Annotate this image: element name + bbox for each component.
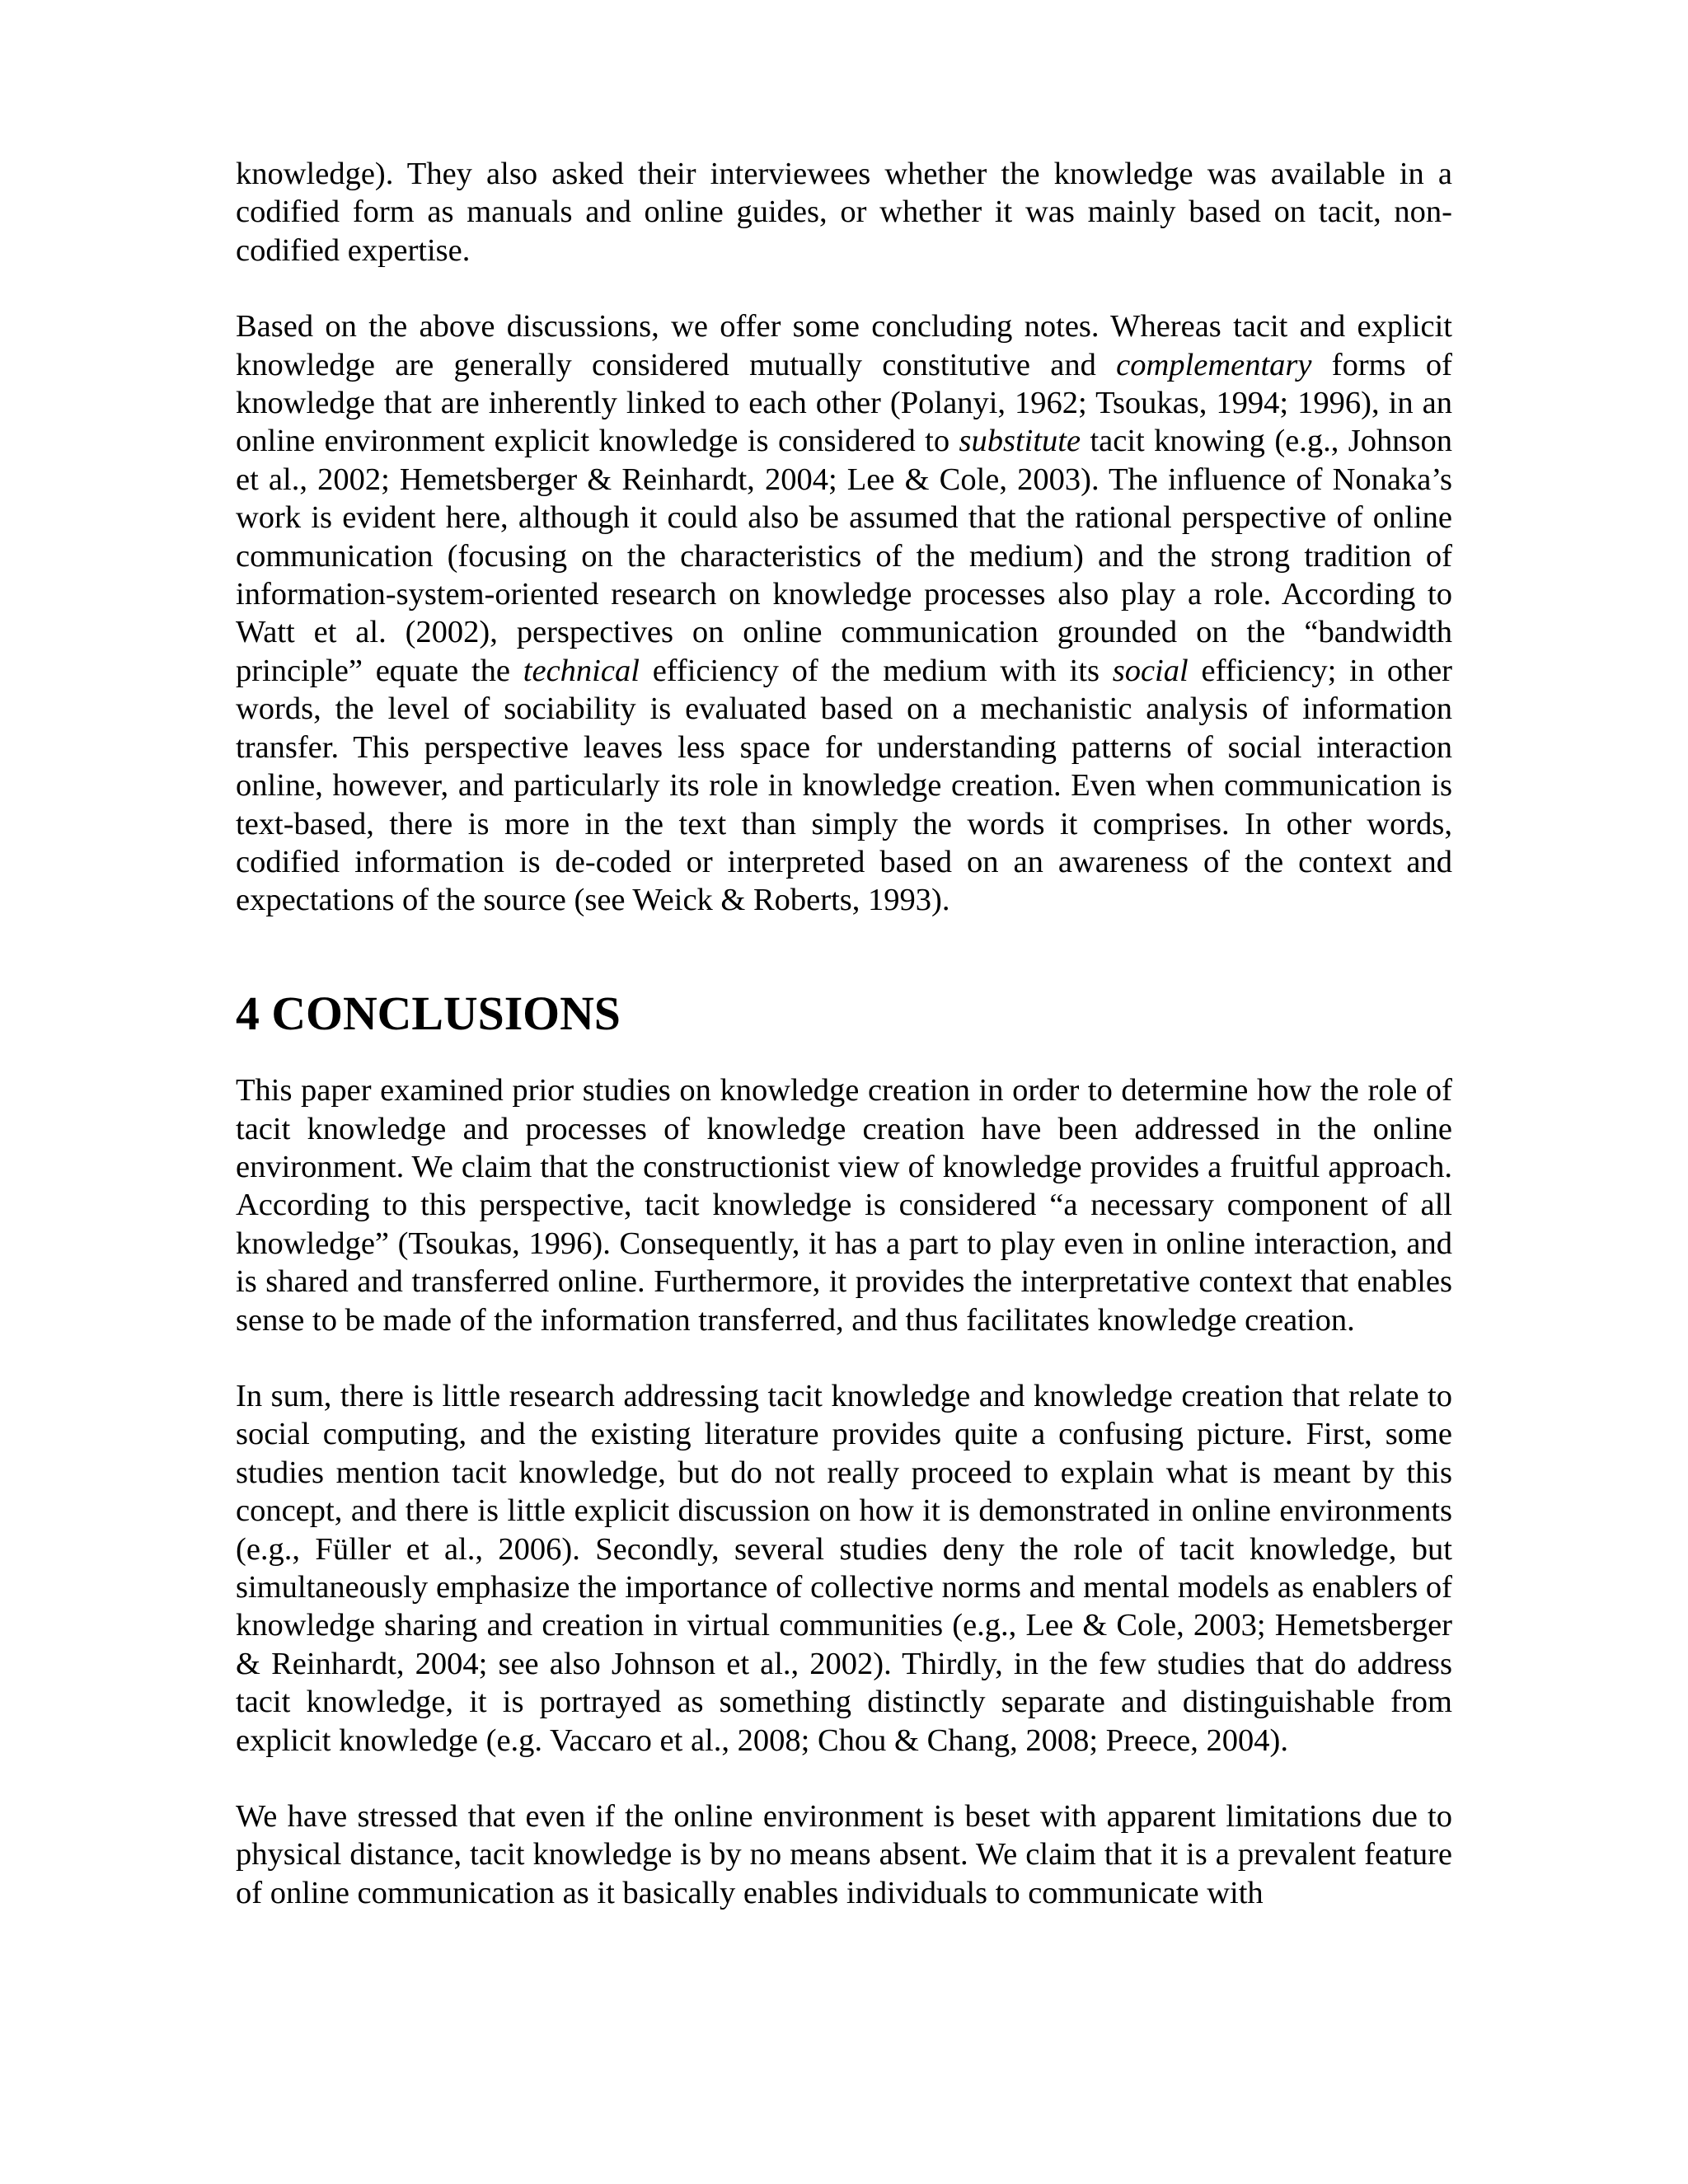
text-segment: efficiency of the medium with its: [639, 653, 1113, 688]
paragraph-interview-codified: knowledge). They also asked their interviewees whether the knowledge was available in a codified form as manuals and online guides, or whether it was mainly based on tacit, non-codified expertise.: [236, 157, 1452, 268]
text-segment: Based on the above discussions, we offer some concluding notes. Whereas tacit and explicit knowledge are generally considered mutually constitutive and: [236, 309, 1452, 382]
paragraph-gap: [236, 1339, 1452, 1377]
paragraph-paper-summary: This paper examined prior studies on knowledge creation in order to determine how the role of tacit knowledge and processes of knowledge creation have been addressed in the online environment. We claim that the constructionist view of knowledge provides a fruitful approach. According to this perspective, tacit knowledge is considered “a necessary component of all knowledge” (Tsoukas, 1996). Consequently, it has a part to play even in online interaction, and is shared and transferred online. Furthermore, it provides the interpretative context that enables sense to be made of the information transferred, and thus facilitates knowledge creation.: [236, 1073, 1452, 1338]
italic-term-social: social: [1112, 653, 1189, 688]
italic-term-complementary: complementary: [1116, 347, 1312, 382]
text-segment: forms of knowledge that are inherently linked to each other (Polanyi, 1962; Tsoukas, 1994; 1996), in an online environment explicit knowledge is considered to: [236, 347, 1452, 459]
document-page: [236, 155, 1452, 1912]
paragraph-stressed: We have stressed that even if the online environment is beset with apparent limitations due to physical distance, tacit knowledge is by no means absent. We claim that it is a prevalent feature of online communication as it basically enables individuals to communicate with: [236, 1799, 1452, 1910]
section-heading-conclusions: 4 CONCLUSIONS: [236, 987, 621, 1040]
paragraph-gap: [236, 269, 1452, 307]
paragraph-in-sum: In sum, there is little research addressing tacit knowledge and knowledge creation that relate to social computing, and the existing literature provides quite a confusing picture. First, some studies mention tacit knowledge, but do not really proceed to explain what is meant by this concept, and there is little explicit discussion on how it is demonstrated in online environments (e.g., Füller et al., 2006). Secondly, several studies deny the role of tacit knowledge, but simultaneously emphasize the importance of collective norms and mental models as enablers of knowledge sharing and creation in virtual communities (e.g., Lee & Cole, 2003; Hemetsberger & Reinhardt, 2004; see also Johnson et al., 2002). Thirdly, in the few studies that do address tacit knowledge, it is portrayed as something distinctly separate and distinguishable from explicit knowledge (e.g. Vaccaro et al., 2008; Chou & Chang, 2008; Preece, 2004).: [236, 1378, 1452, 1758]
italic-term-substitute: substitute: [959, 424, 1081, 459]
text-segment: efficiency; in other words, the level of sociability is evaluated based on a mechanistic analysis of information transfer. This perspective leaves less space for understanding patterns of social interaction online, however, and particularly its role in knowledge creation. Even when communication is text-based, there is more in the text than simply the words it comprises. In other words, codified information is de-coded or interpreted based on an awareness of the context and expectations of the source (see Weick & Roberts, 1993).: [236, 653, 1452, 918]
paragraph-concluding-notes: [236, 307, 1452, 920]
section-gap: [236, 920, 1452, 996]
italic-term-technical: technical: [523, 653, 640, 688]
paragraph-gap: [236, 1760, 1452, 1797]
text-segment: tacit knowing (e.g., Johnson et al., 2002; Hemetsberger & Reinhardt, 2004; Lee & Cole, 2003). The influence of Nonaka’s work is evident here, although it could also be assumed that the rational perspective of online communication (focusing on the characteristics of the medium) and the strong tradition of information-system-oriented research on knowledge processes also play a role. According to Watt et al. (2002), perspectives on online communication grounded on the “bandwidth principle” equate the: [236, 424, 1452, 688]
